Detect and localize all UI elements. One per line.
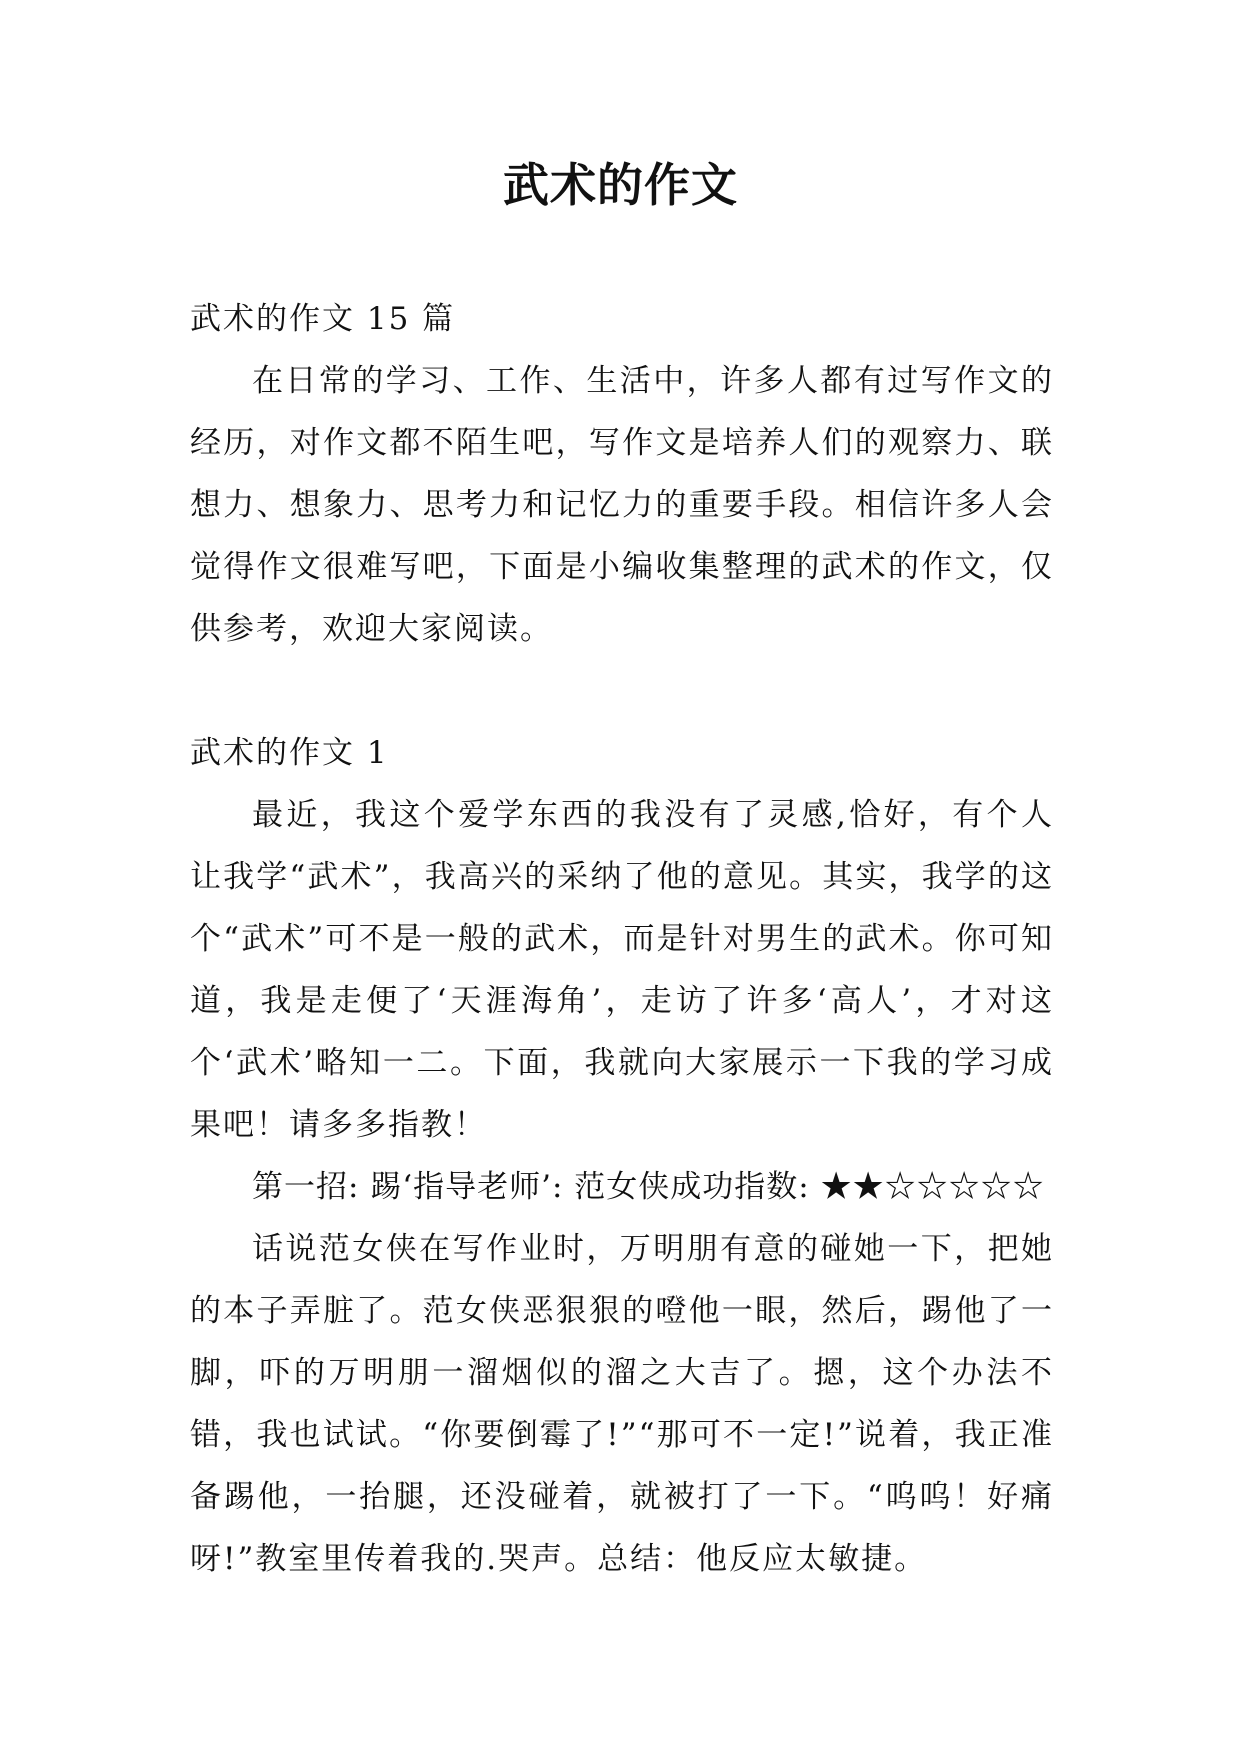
body-paragraph: 话说范女侠在写作业时，万明朋有意的碰她一下，把她的本子弄脏了。范女侠恶狠狠的噔他一眼，然后，踢他了一脚，吓的万明朋一溜烟似的溜之大吉了。摁，这个办法不错，我也试试。“你要倒霉了!”“那可不一定!”说着，我正准备踢他，一抬腿，还没碰着，就被打了一下。“呜呜！好痛呀!”教室里传着我的.哭声。总结：他反应太敏捷。 (190, 1231, 1054, 1577)
move-rating-line: 第一招: 踢‘指导老师’: 范女侠成功指数: ★★☆☆☆☆☆ (252, 1169, 1045, 1205)
section-heading: 武术的作文 1 (190, 735, 389, 771)
document-title: 武术的作文 (503, 158, 738, 212)
paragraph-gap (190, 660, 1054, 722)
body-paragraph: 最近，我这个爱学东西的我没有了灵感,恰好，有个人让我学“武术”，我高兴的采纳了他的意见。其实，我学的这个“武术”可不是一般的武术，而是针对男生的武术。你可知道，我是走便了‘天涯海角’，走访了许多‘高人’，才对这个‘武术’略知一二。下面，我就向大家展示一下我的学习成果吧！请多多指教！ (190, 797, 1054, 1143)
document-body (190, 288, 1054, 1590)
intro-paragraph: 在日常的学习、工作、生活中，许多人都有过写作文的经历，对作文都不陌生吧，写作文是培养人们的观察力、联想力、想象力、思考力和记忆力的重要手段。相信许多人会觉得作文很难写吧，下面是小编收集整理的武术的作文，仅供参考，欢迎大家阅读。 (190, 363, 1054, 647)
collection-heading: 武术的作文 15 篇 (190, 301, 456, 337)
